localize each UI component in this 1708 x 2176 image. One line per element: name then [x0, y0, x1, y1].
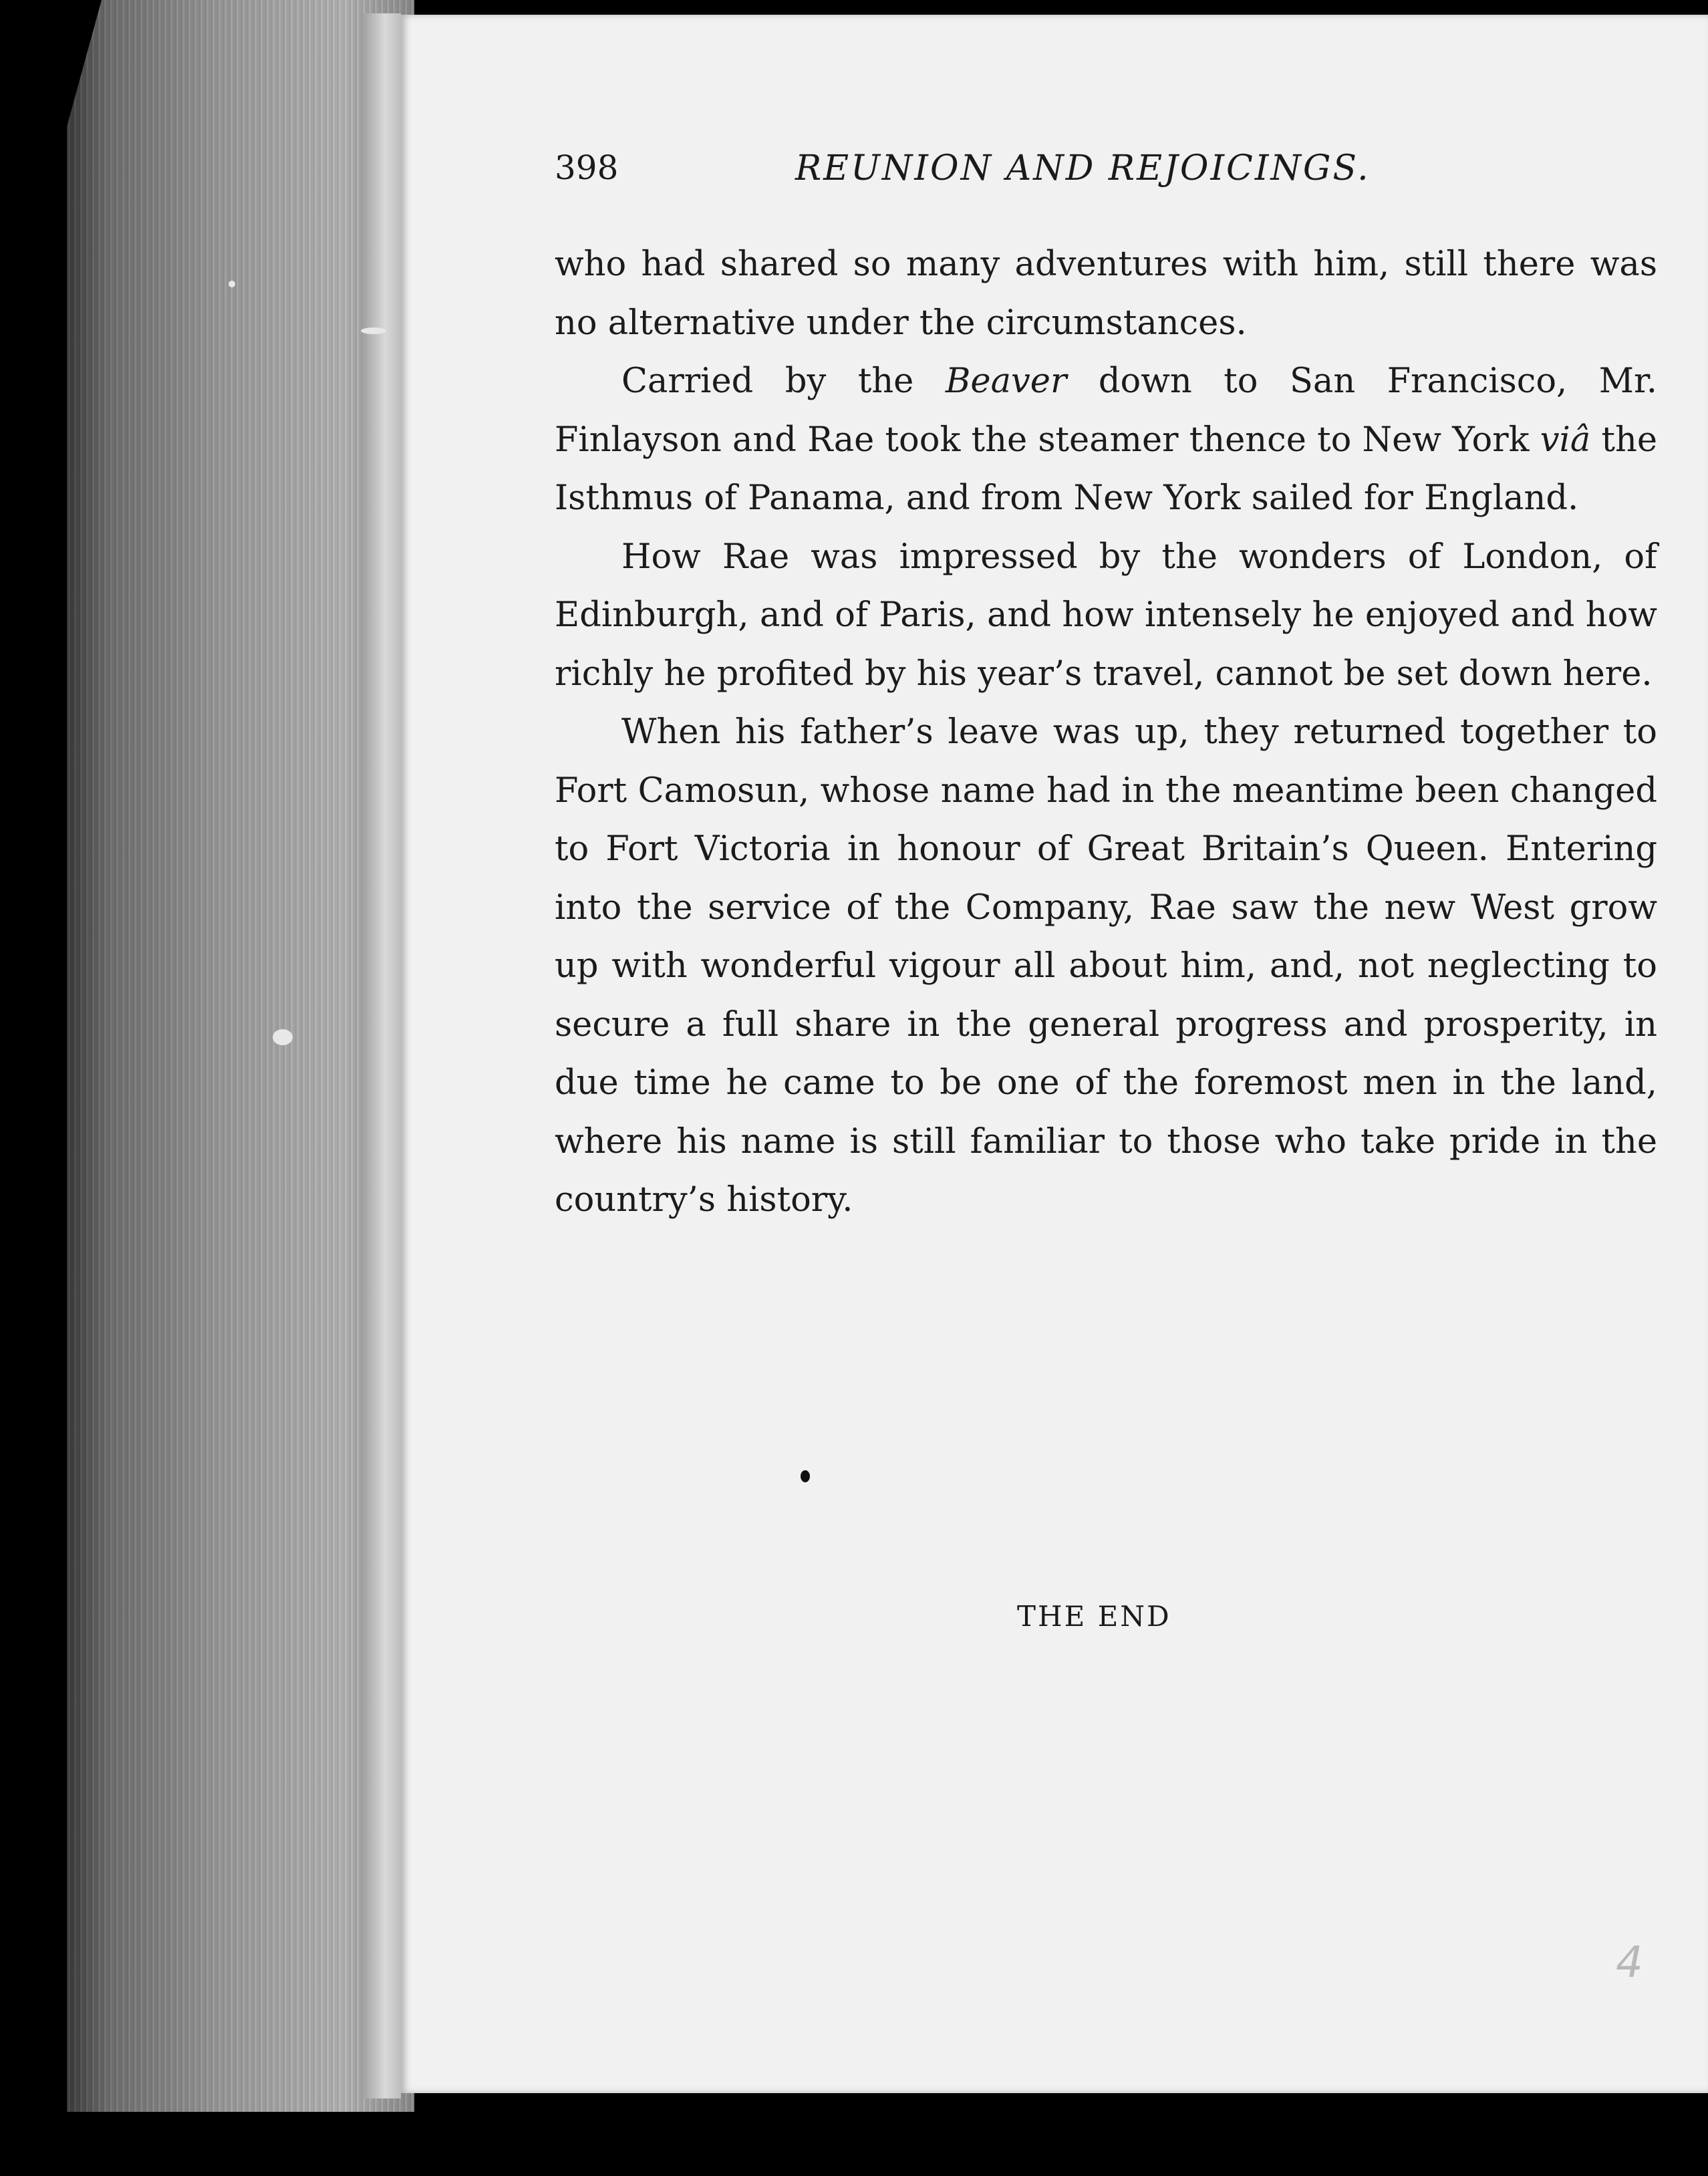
- text-segment: Carried by the: [621, 362, 946, 401]
- paragraph: [555, 352, 1657, 528]
- pencil-margin-note: 4: [1616, 1938, 1643, 1988]
- text-segment: the Isthmus of Panama, and from New York sailed for England.: [555, 420, 1658, 518]
- text-segment: How Rae was impressed by the wonders of London, of Edinburgh, and of Paris, and how intensely he enjoyed and how richly he profited by his year’s travel, cannot be set down here.: [555, 537, 1657, 694]
- page-number: 398: [555, 148, 619, 187]
- running-title: REUNION AND REJOICINGS.: [795, 148, 1371, 188]
- page-gutter: [361, 13, 401, 2098]
- italic-text: Beaver: [945, 362, 1067, 401]
- running-head: [555, 135, 1657, 202]
- body-text: [555, 235, 1657, 1230]
- paragraph: [555, 528, 1657, 704]
- ink-blot: [801, 1470, 810, 1482]
- text-segment: who had shared so many adventures with him, still there was no alternative under the circumstances.: [555, 245, 1657, 343]
- paragraph: [555, 703, 1657, 1230]
- italic-text: viâ: [1540, 420, 1591, 460]
- text-segment: When his father’s leave was up, they returned together to Fort Camosun, whose name had in the meantime been changed to Fort Victoria in honour of Great Britain’s Queen. Entering into the service of the Company, Rae saw the new West grow up with wonderful vigour all about him, and, not neglecting to secure a full share in the general progress and prosperity, in due time he came to be one of the foremost men in the land, where his name is still familiar to those who take pride in the country’s history.: [555, 712, 1657, 1220]
- the-end-heading: THE END: [1017, 1600, 1171, 1633]
- scan-speck: [361, 327, 386, 334]
- scan-speck: [273, 1029, 293, 1045]
- text-segment: down to San Francisco, Mr. Finlayson and Rae took the steamer thence to New York: [555, 362, 1657, 460]
- scan-speck: [229, 281, 235, 287]
- paragraph: [555, 235, 1657, 352]
- printed-page: [401, 15, 1708, 2093]
